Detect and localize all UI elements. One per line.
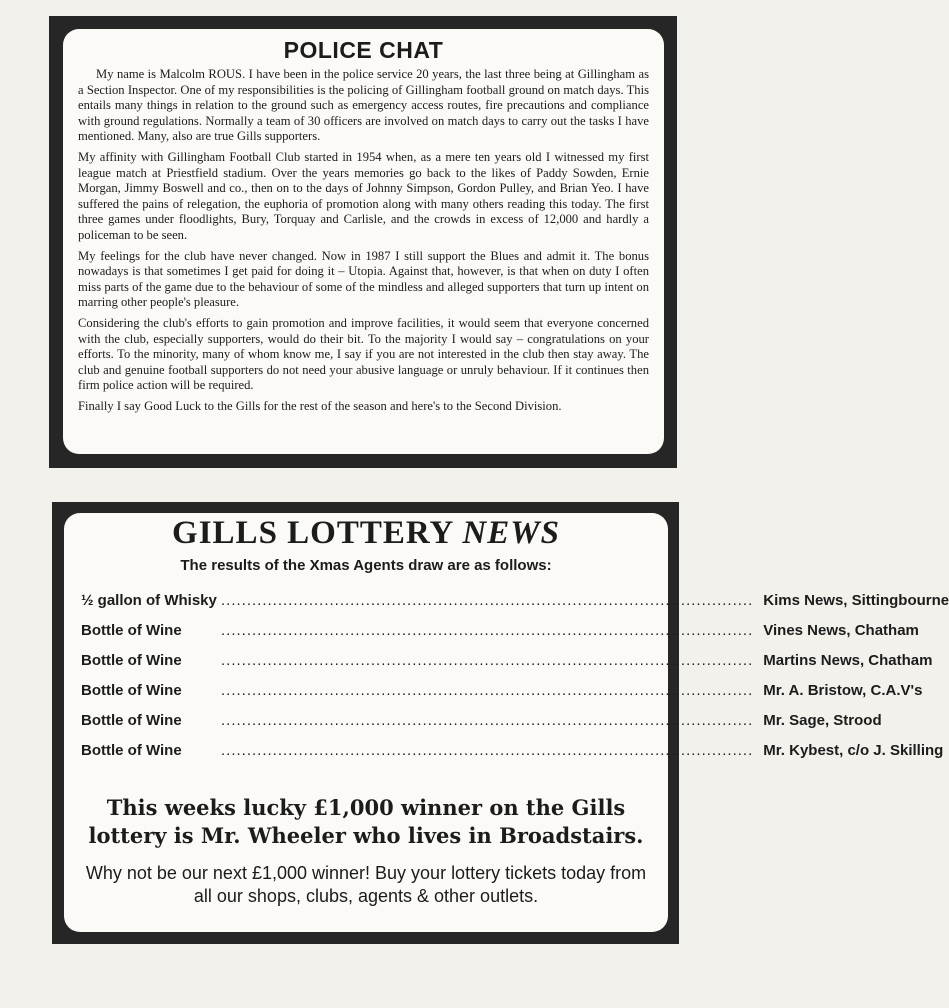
prize-winner: Vines News, Chatham [763,622,919,639]
prize-item: Bottle of Wine [81,742,182,759]
leader-dots: ....................................................................................................... [221,622,754,639]
prize-row [81,712,882,742]
lottery-title-news: NEWS [462,515,560,551]
lucky-winner-announcement: This weeks lucky £1,000 winner on the Gills lottery is Mr. Wheeler who lives in Broadstairs. [88,795,644,848]
lottery-subtitle: The results of the Xmas Agents draw are as follows: [180,557,552,574]
police-chat-paragraph: Considering the club's efforts to gain promotion and improve facilities, it would seem that everyone concerned with the club, especially supporters, would do their bit. To the majority I would say – congratulations on your efforts. To the minority, many of whom know me, I say if you are not interested in the club then stay away. The club and genuine football supporters do not need your abusive language or unruly behaviour. If it continues then firm police action will be required. [78,315,649,393]
police-chat-paragraph: My feelings for the club have never changed. Now in 1987 I still support the Blues and admit it. The bonus nowadays is that sometimes I get paid for doing it – Utopia. Against that, however, is that when on duty I often miss parts of the game due to the behaviour of some of the mindless and alleged supporters that turn up intent on marring other people's pleasure. [78,248,649,310]
leader-dots: ....................................................................................................... [221,592,754,609]
prize-winner: Martins News, Chatham [763,652,933,669]
police-chat-paragraph: Finally I say Good Luck to the Gills for the rest of the season and here's to the Second Division. [78,398,562,413]
lottery-promo-text: Why not be our next £1,000 winner! Buy your lottery tickets today from all our shops, clubs, agents & other outlets. [85,863,647,906]
police-chat-paragraph: My name is Malcolm ROUS. I have been in the police service 20 years, the last three being at Gillingham as a Section Inspector. One of my responsibilities is the policing of Gillingham football ground on match days. This entails many things in relation to the ground such as emergency access routes, fire precautions and compliance with ground regulations. Normally a team of 30 officers are involved on match days to carry out the tasks I have mentioned. Many, also are true Gills supporters. [78,67,649,144]
prize-item: ½ gallon of Whisky [81,592,217,609]
police-chat-title: POLICE CHAT [283,37,444,63]
prize-winner: Mr. Kybest, c/o J. Skilling [763,742,944,759]
lottery-title [81,515,651,551]
prize-item: Bottle of Wine [81,712,182,729]
leader-dots: ....................................................................................................... [221,652,754,669]
prize-row [81,622,919,652]
lottery-news-content [64,513,949,932]
prize-winner: Mr. A. Bristow, C.A.V's [763,682,923,699]
police-chat-panel [49,16,677,468]
police-chat-content [63,29,664,454]
prize-row [81,652,933,682]
prize-item: Bottle of Wine [81,682,182,699]
prize-row [81,682,923,712]
prize-item: Bottle of Wine [81,652,182,669]
prize-winner: Mr. Sage, Strood [763,712,882,729]
prize-row [81,592,949,622]
leader-dots: ....................................................................................................... [221,712,754,729]
lottery-title-main: GILLS LOTTERY [172,515,454,551]
prize-item: Bottle of Wine [81,622,182,639]
lottery-news-panel [52,502,949,944]
prize-row [81,742,944,772]
police-chat-paragraph: My affinity with Gillingham Football Club started in 1954 when, as a mere ten years old I witnessed my first league match at Priestfield stadium. Over the years memories go back to the likes of Paddy Sowden, Ernie Morgan, Jimmy Boswell and co., then on to the days of Johnny Simpson, Gordon Pulley, and Brian Yeo. I have suffered the pains of relegation, the euphoria of promotion along with many others reading this today. The first three games under floodlights, Bury, Torquay and Carlisle, and the crowds in excess of 12,000 and hardly a policeman to be seen. [78,149,649,242]
prize-winner: Kims News, Sittingbourne [763,592,949,609]
leader-dots: ....................................................................................................... [221,742,754,759]
leader-dots: ....................................................................................................... [221,682,754,699]
